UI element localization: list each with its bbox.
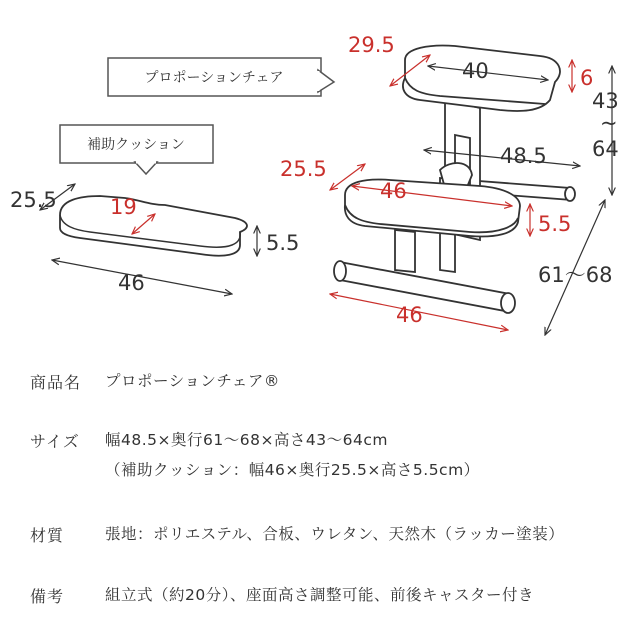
back-thick: 6 <box>580 66 594 90</box>
back-width: 40 <box>462 59 489 83</box>
seat-width: 46 <box>380 179 407 203</box>
spec-value-line: （補助クッション：幅46×奥行25.5×高さ5.5cm） <box>105 461 480 479</box>
spec-label: 商品名 <box>30 373 82 392</box>
seat-thick: 5.5 <box>538 212 572 236</box>
cushion-width: 46 <box>118 271 145 295</box>
spec-value <box>105 580 534 610</box>
spec-value <box>105 425 480 485</box>
height-range-sep: ~ <box>600 111 618 135</box>
total-width: 48.5 <box>500 144 547 168</box>
spec-value-line: プロポーションチェア® <box>105 372 280 390</box>
height-range-max: 64 <box>592 137 619 161</box>
cushion-drawing <box>60 196 247 256</box>
height-range-min: 43 <box>592 89 619 113</box>
callout-main-label: プロポーションチェア <box>144 70 284 86</box>
seat-depth: 25.5 <box>280 157 327 181</box>
spec-value <box>105 519 564 549</box>
cushion-depth-inner: 19 <box>110 195 137 219</box>
spec-label: 材質 <box>30 526 65 545</box>
spec-label: サイズ <box>30 432 80 451</box>
callout-cushion <box>60 125 213 174</box>
spec-value <box>105 366 280 396</box>
back-depth: 29.5 <box>348 33 395 57</box>
cushion-depth-outer: 25.5 <box>10 188 57 212</box>
base-width: 46 <box>396 303 423 327</box>
spec-value-line: 幅48.5×奥行61〜68×高さ43〜64cm <box>105 431 389 449</box>
callout-main <box>108 58 334 96</box>
spec-value-line: 組立式（約20分）、座面高さ調整可能、前後キャスター付き <box>105 586 534 604</box>
callout-cushion-label: 補助クッション <box>87 137 185 153</box>
total-depth: 61〜68 <box>538 263 613 287</box>
cushion-height: 5.5 <box>266 231 300 255</box>
spec-label: 備考 <box>30 587 65 606</box>
spec-value-line: 張地：ポリエステル、合板、ウレタン、天然木（ラッカー塗装） <box>105 525 565 543</box>
